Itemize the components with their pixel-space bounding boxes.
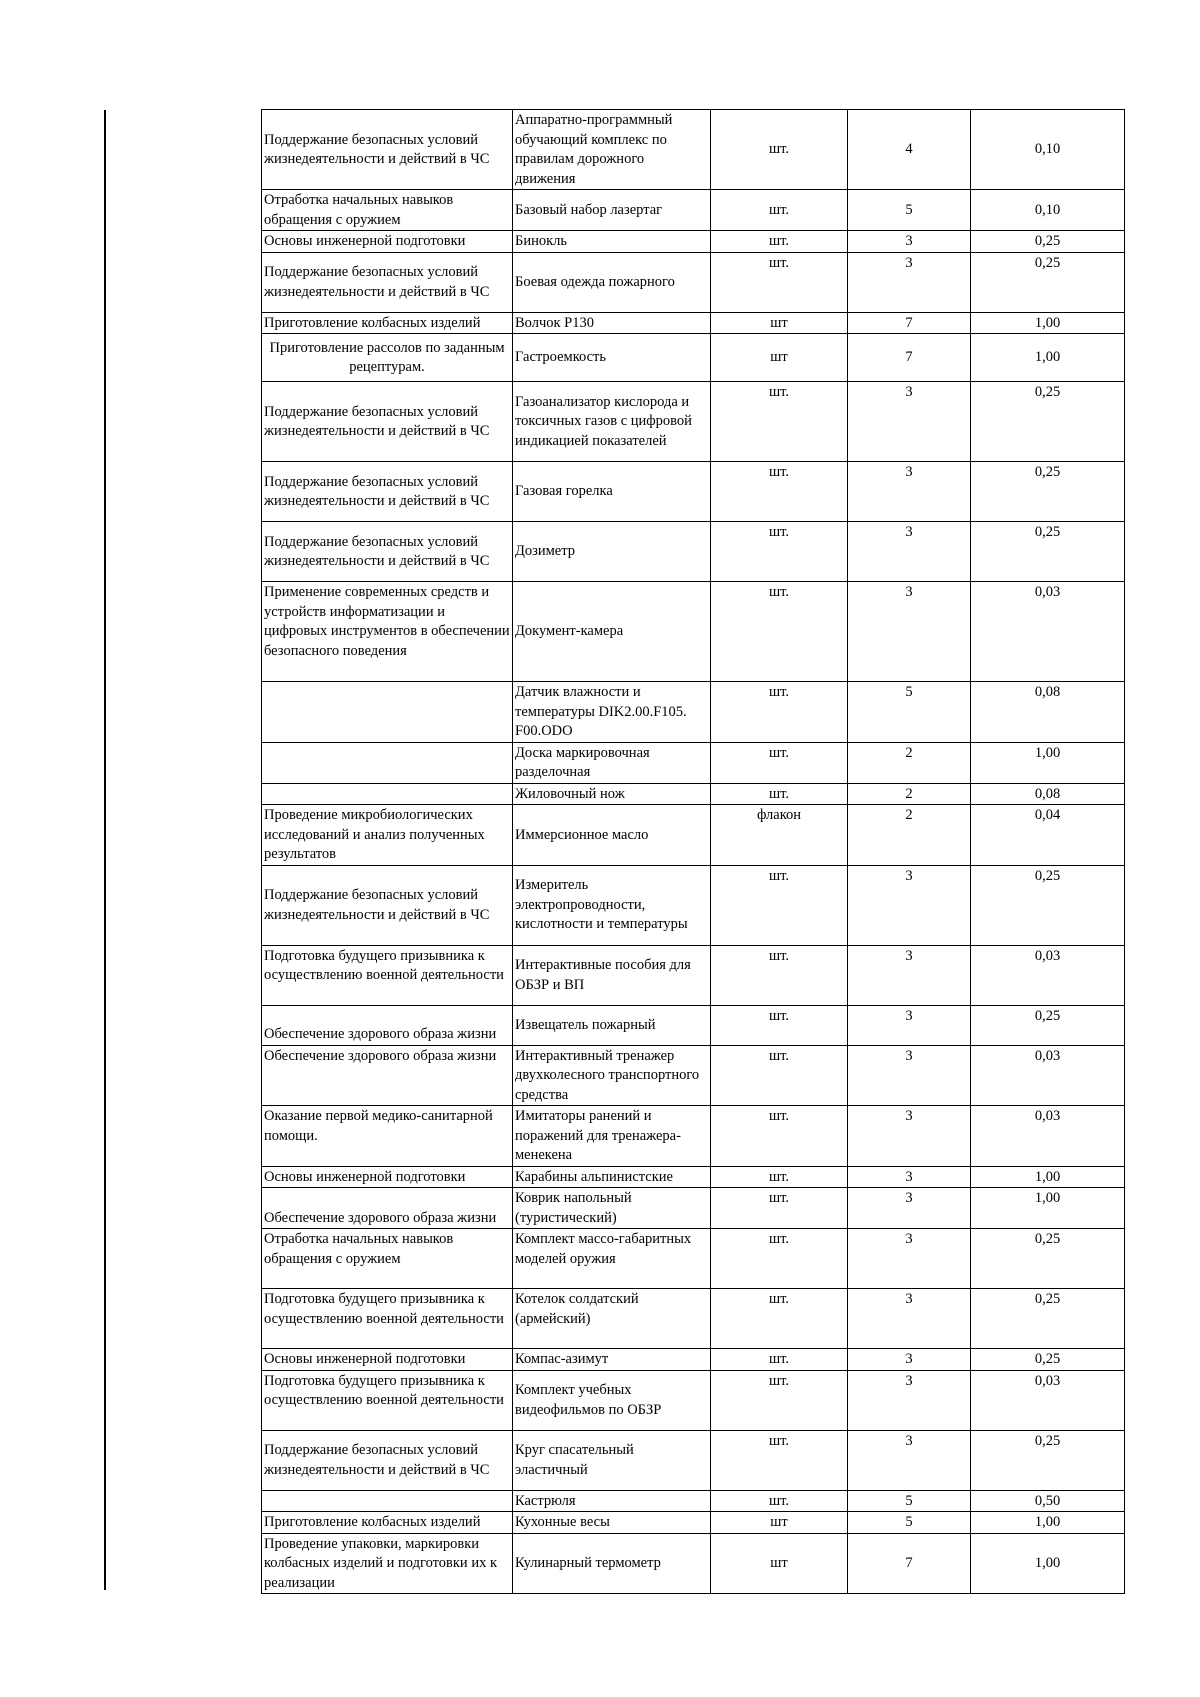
activity-cell: Применение современных средств и устройств информатизации и цифровых инструментов в обеспечении безопасного поведения [262,582,513,682]
quantity-cell: 3 [848,1229,971,1289]
unit-cell: шт. [711,1349,848,1371]
activity-cell: Подготовка будущего призывника к осуществлению военной деятельности [262,945,513,1005]
table-row [262,1490,1125,1512]
unit-cell: шт. [711,1166,848,1188]
table-row [262,190,1125,231]
unit-cell: шт. [711,1229,848,1289]
norm-cell: 0,25 [971,1430,1125,1490]
item-cell: Волчок Р130 [513,312,711,334]
activity-cell: Приготовление колбасных изделий [262,1512,513,1534]
activity-cell: Обеспечение здорового образа жизни [262,1045,513,1106]
table-row [262,1005,1125,1045]
quantity-cell: 3 [848,231,971,253]
table-row [262,1045,1125,1106]
activity-cell [262,682,513,743]
quantity-cell: 3 [848,462,971,522]
item-cell: Карабины альпинистские [513,1166,711,1188]
activity-cell [262,1490,513,1512]
activity-cell: Подготовка будущего призывника к осуществлению военной деятельности [262,1370,513,1430]
activity-cell: Основы инженерной подготовки [262,1166,513,1188]
unit-cell: шт. [711,1188,848,1229]
table-row [262,1166,1125,1188]
table-row [262,334,1125,382]
quantity-cell: 3 [848,252,971,312]
activity-cell: Поддержание безопасных условий жизнедеятельности и действий в ЧС [262,252,513,312]
quantity-cell: 2 [848,783,971,805]
norm-cell: 1,00 [971,742,1125,783]
item-cell: Аппаратно-программный обучающий комплекс по правилам дорожного движения [513,110,711,190]
norm-cell: 0,25 [971,252,1125,312]
table-row [262,382,1125,462]
norm-cell: 0,25 [971,522,1125,582]
item-cell: Кулинарный термометр [513,1533,711,1594]
norm-cell: 0,10 [971,190,1125,231]
norm-cell: 0,03 [971,1370,1125,1430]
table-row [262,252,1125,312]
item-cell: Коврик напольный (туристический) [513,1188,711,1229]
table-row [262,231,1125,253]
norm-cell: 0,10 [971,110,1125,190]
item-cell: Имитаторы ранений и поражений для тренажера-менекена [513,1106,711,1167]
table-row [262,682,1125,743]
unit-cell: шт. [711,682,848,743]
quantity-cell: 7 [848,334,971,382]
unit-cell: шт. [711,382,848,462]
activity-cell: Отработка начальных навыков обращения с оружием [262,190,513,231]
quantity-cell: 3 [848,1106,971,1167]
table-row [262,522,1125,582]
norm-cell: 1,00 [971,1512,1125,1534]
quantity-cell: 5 [848,1490,971,1512]
unit-cell: шт. [711,110,848,190]
norm-cell: 0,25 [971,865,1125,945]
norm-cell: 0,03 [971,1045,1125,1106]
table-row [262,783,1125,805]
activity-cell: Приготовление рассолов по заданным рецептурам. [262,334,513,382]
quantity-cell: 7 [848,1533,971,1594]
norm-cell: 1,00 [971,1188,1125,1229]
item-cell: Базовый набор лазертаг [513,190,711,231]
item-cell: Гастроемкость [513,334,711,382]
unit-cell: шт. [711,783,848,805]
quantity-cell: 3 [848,1289,971,1349]
unit-cell: шт. [711,522,848,582]
table-body [262,110,1125,1594]
table-row [262,805,1125,866]
quantity-cell: 7 [848,312,971,334]
item-cell: Комплект учебных видеофильмов по ОБЗР [513,1370,711,1430]
activity-cell: Поддержание безопасных условий жизнедеятельности и действий в ЧС [262,522,513,582]
norm-cell: 1,00 [971,334,1125,382]
unit-cell: шт. [711,582,848,682]
table-row [262,462,1125,522]
item-cell: Измеритель электропроводности, кислотности и температуры [513,865,711,945]
table-row [262,582,1125,682]
quantity-cell: 3 [848,522,971,582]
quantity-cell: 3 [848,1430,971,1490]
norm-cell: 0,03 [971,582,1125,682]
norm-cell: 0,25 [971,1349,1125,1371]
item-cell: Дозиметр [513,522,711,582]
quantity-cell: 3 [848,1005,971,1045]
norm-cell: 0,08 [971,783,1125,805]
table-row [262,945,1125,1005]
item-cell: Доска маркировочная разделочная [513,742,711,783]
left-margin-rule [104,110,106,1590]
item-cell: Интерактивные пособия для ОБЗР и ВП [513,945,711,1005]
activity-cell: Поддержание безопасных условий жизнедеятельности и действий в ЧС [262,1430,513,1490]
quantity-cell: 2 [848,742,971,783]
table-row [262,1106,1125,1167]
norm-cell: 1,00 [971,1166,1125,1188]
activity-cell: Поддержание безопасных условий жизнедеятельности и действий в ЧС [262,382,513,462]
unit-cell: шт. [711,1289,848,1349]
item-cell: Газовая горелка [513,462,711,522]
item-cell: Компас-азимут [513,1349,711,1371]
table-row [262,1533,1125,1594]
activity-cell: Поддержание безопасных условий жизнедеятельности и действий в ЧС [262,462,513,522]
activity-cell: Проведение упаковки, маркировки колбасных изделий и подготовки их к реализации [262,1533,513,1594]
quantity-cell: 5 [848,190,971,231]
unit-cell: шт [711,334,848,382]
unit-cell: шт. [711,190,848,231]
norm-cell: 0,25 [971,462,1125,522]
activity-cell: Обеспечение здорового образа жизни [262,1188,513,1229]
quantity-cell: 5 [848,1512,971,1534]
unit-cell: шт. [711,945,848,1005]
activity-cell: Обеспечение здорового образа жизни [262,1005,513,1045]
unit-cell: шт. [711,742,848,783]
table-row [262,1289,1125,1349]
quantity-cell: 3 [848,945,971,1005]
activity-cell [262,783,513,805]
item-cell: Бинокль [513,231,711,253]
item-cell: Кастрюля [513,1490,711,1512]
table-row [262,742,1125,783]
quantity-cell: 4 [848,110,971,190]
unit-cell: шт [711,1512,848,1534]
unit-cell: шт. [711,252,848,312]
unit-cell: шт. [711,865,848,945]
unit-cell: шт. [711,1045,848,1106]
unit-cell: шт [711,1533,848,1594]
equipment-table [261,109,1125,1594]
norm-cell: 0,08 [971,682,1125,743]
norm-cell: 0,25 [971,1005,1125,1045]
unit-cell: шт. [711,1490,848,1512]
item-cell: Документ-камера [513,582,711,682]
unit-cell: шт [711,312,848,334]
item-cell: Круг спасательный эластичный [513,1430,711,1490]
item-cell: Иммерсионное масло [513,805,711,866]
table-row [262,1370,1125,1430]
table-row [262,312,1125,334]
item-cell: Извещатель пожарный [513,1005,711,1045]
quantity-cell: 3 [848,1188,971,1229]
unit-cell: шт. [711,1005,848,1045]
activity-cell [262,742,513,783]
quantity-cell: 3 [848,382,971,462]
unit-cell: шт. [711,231,848,253]
item-cell: Интерактивный тренажер двухколесного транспортного средства [513,1045,711,1106]
norm-cell: 0,03 [971,1106,1125,1167]
unit-cell: флакон [711,805,848,866]
quantity-cell: 3 [848,865,971,945]
unit-cell: шт. [711,1106,848,1167]
quantity-cell: 2 [848,805,971,866]
table-row [262,1229,1125,1289]
activity-cell: Приготовление колбасных изделий [262,312,513,334]
quantity-cell: 5 [848,682,971,743]
norm-cell: 1,00 [971,312,1125,334]
activity-cell: Проведение микробиологических исследований и анализ полученных результатов [262,805,513,866]
table-row [262,865,1125,945]
activity-cell: Оказание первой медико-санитарной помощи. [262,1106,513,1167]
quantity-cell: 3 [848,1370,971,1430]
item-cell: Боевая одежда пожарного [513,252,711,312]
norm-cell: 0,25 [971,231,1125,253]
quantity-cell: 3 [848,1166,971,1188]
unit-cell: шт. [711,1430,848,1490]
activity-cell: Отработка начальных навыков обращения с оружием [262,1229,513,1289]
norm-cell: 0,25 [971,1289,1125,1349]
unit-cell: шт. [711,462,848,522]
norm-cell: 0,04 [971,805,1125,866]
item-cell: Кухонные весы [513,1512,711,1534]
quantity-cell: 3 [848,1349,971,1371]
item-cell: Датчик влажности и температуры DIK2.00.F105. F00.ODO [513,682,711,743]
item-cell: Котелок солдатский (армейский) [513,1289,711,1349]
quantity-cell: 3 [848,582,971,682]
activity-cell: Основы инженерной подготовки [262,1349,513,1371]
item-cell: Комплект массо-габаритных моделей оружия [513,1229,711,1289]
activity-cell: Основы инженерной подготовки [262,231,513,253]
activity-cell: Подготовка будущего призывника к осуществлению военной деятельности [262,1289,513,1349]
unit-cell: шт. [711,1370,848,1430]
norm-cell: 0,03 [971,945,1125,1005]
table-row [262,110,1125,190]
activity-cell: Поддержание безопасных условий жизнедеятельности и действий в ЧС [262,110,513,190]
norm-cell: 0,25 [971,382,1125,462]
norm-cell: 1,00 [971,1533,1125,1594]
table-row [262,1512,1125,1534]
table-row [262,1349,1125,1371]
table-row [262,1188,1125,1229]
quantity-cell: 3 [848,1045,971,1106]
item-cell: Газоанализатор кислорода и токсичных газов с цифровой индикацией показателей [513,382,711,462]
table-row [262,1430,1125,1490]
item-cell: Жиловочный нож [513,783,711,805]
norm-cell: 0,50 [971,1490,1125,1512]
norm-cell: 0,25 [971,1229,1125,1289]
activity-cell: Поддержание безопасных условий жизнедеятельности и действий в ЧС [262,865,513,945]
